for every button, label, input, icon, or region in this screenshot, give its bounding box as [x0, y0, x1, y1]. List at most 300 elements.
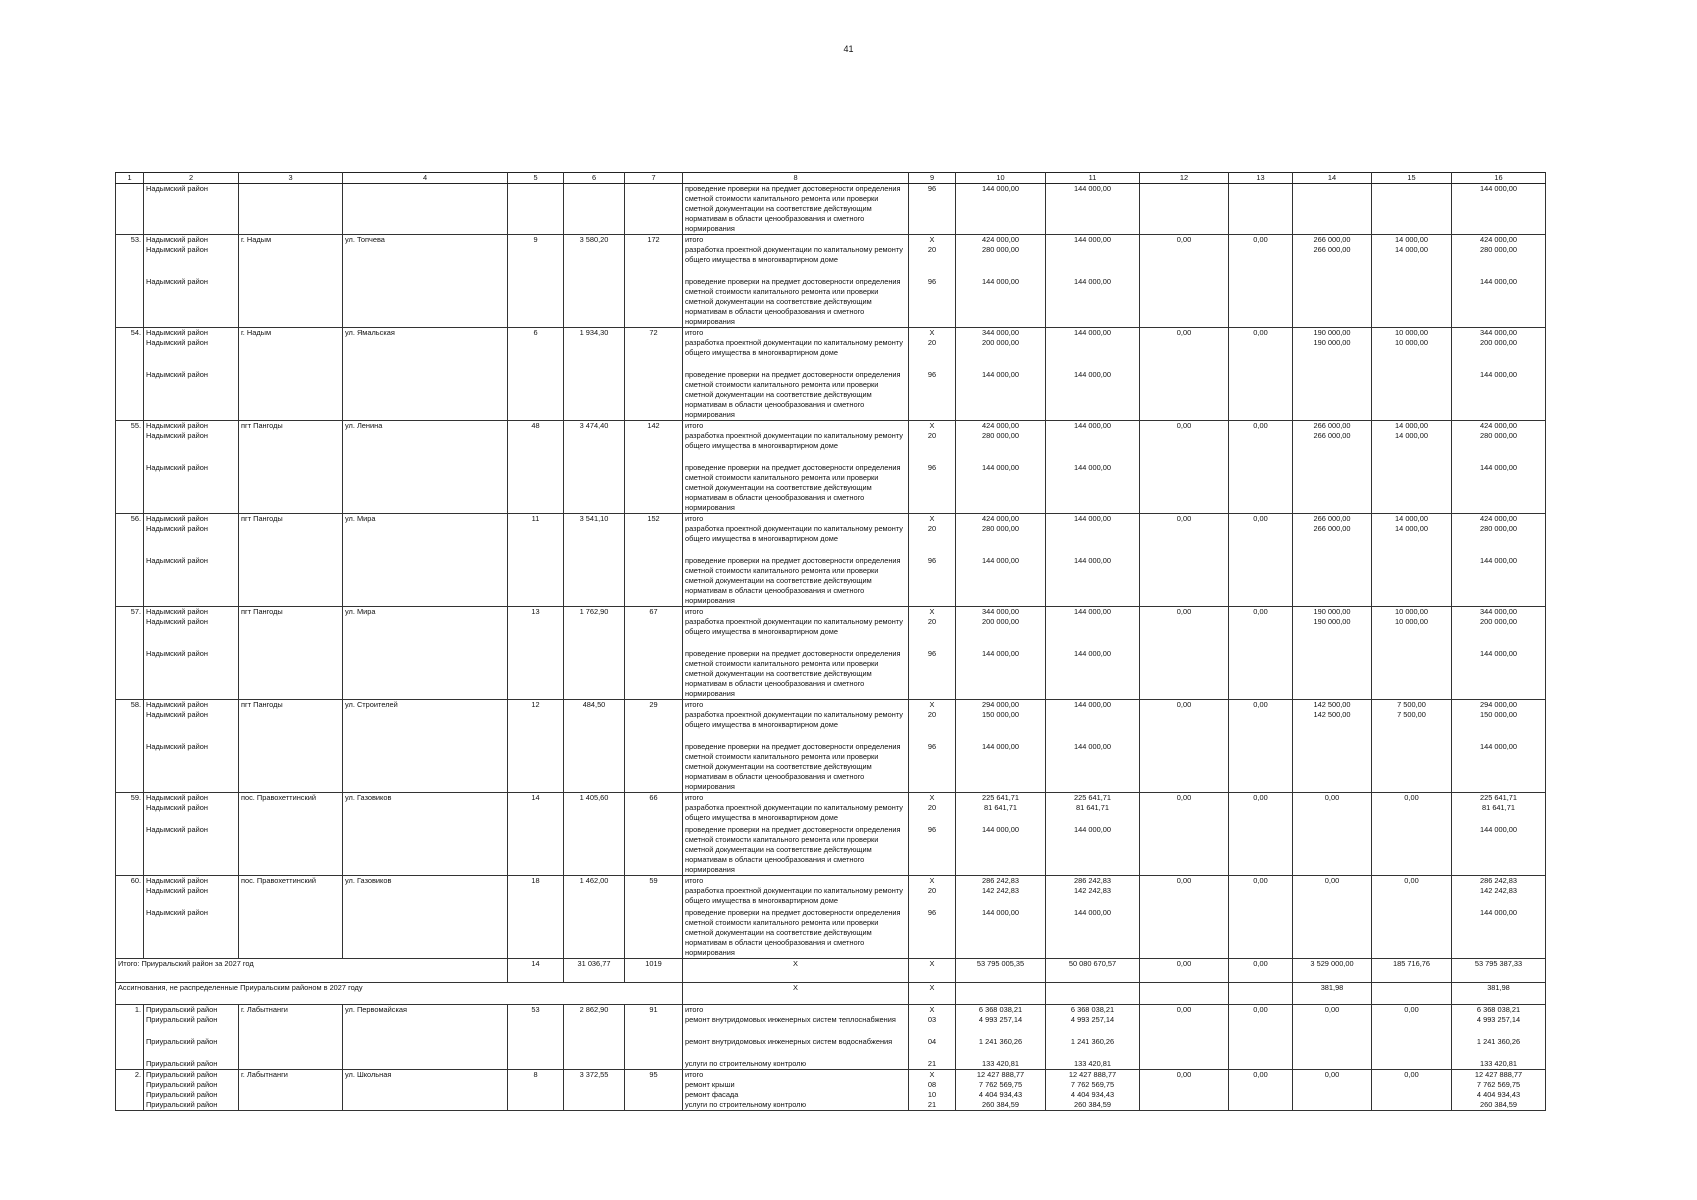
- table-cell-col-15: [1372, 1090, 1452, 1100]
- table-cell-col-13: [1229, 370, 1293, 421]
- table-cell-col-2: Надымский район: [144, 700, 239, 711]
- summary-cell: 0,00: [1140, 959, 1229, 983]
- table-cell-col-6: [564, 556, 625, 607]
- table-cell-col-16: 225 641,71: [1452, 793, 1546, 804]
- table-cell-col-10: 200 000,00: [956, 338, 1046, 370]
- table-cell-col-9: 21: [909, 1100, 956, 1111]
- table-cell-col-7: [625, 184, 683, 235]
- table-cell-col-10: 4 993 257,14: [956, 1015, 1046, 1037]
- column-number-cell: 5: [508, 173, 564, 184]
- summary-label: Итого: Приуральский район за 2027 год: [116, 959, 508, 983]
- table-cell-col-7: [625, 1080, 683, 1090]
- table-cell-col-4: ул. Газовиков: [343, 793, 508, 804]
- summary-cell: Х: [909, 959, 956, 983]
- table-cell-col-13: 0,00: [1229, 793, 1293, 804]
- object-total-row: [116, 700, 1546, 711]
- column-number-cell: 15: [1372, 173, 1452, 184]
- table-cell-col-1: [116, 1015, 144, 1037]
- table-cell-col-16: 144 000,00: [1452, 742, 1546, 793]
- table-cell-col-13: [1229, 338, 1293, 370]
- table-cell-col-6: 3 541,10: [564, 514, 625, 525]
- table-cell-col-5: [508, 245, 564, 277]
- table-cell-col-5: [508, 431, 564, 463]
- table-cell-col-15: [1372, 463, 1452, 514]
- table-cell-col-5: [508, 710, 564, 742]
- summary-cell: 3 529 000,00: [1293, 959, 1372, 983]
- table-cell-col-3: [239, 370, 343, 421]
- table-cell-col-1: [116, 710, 144, 742]
- table-cell-col-15: [1372, 277, 1452, 328]
- table-cell-col-12: [1140, 277, 1229, 328]
- table-cell-col-1: [116, 184, 144, 235]
- table-cell-col-11: 260 384,59: [1046, 1100, 1140, 1111]
- table-cell-col-2: Приуральский район: [144, 1015, 239, 1037]
- table-cell-col-11: 144 000,00: [1046, 908, 1140, 959]
- table-cell-col-2: Надымский район: [144, 876, 239, 887]
- table-cell-col-16: 6 368 038,21: [1452, 1005, 1546, 1016]
- column-number-cell: 8: [683, 173, 909, 184]
- table-cell-col-13: 0,00: [1229, 1070, 1293, 1081]
- table-cell-col-2: Надымский район: [144, 235, 239, 246]
- table-cell-col-4: [343, 886, 508, 908]
- table-cell-col-9: Х: [909, 328, 956, 339]
- table-cell-col-3: пгт Пангоды: [239, 700, 343, 711]
- table-cell-col-13: 0,00: [1229, 1005, 1293, 1016]
- table-cell-col-5: 14: [508, 793, 564, 804]
- table-cell-col-12: [1140, 431, 1229, 463]
- table-cell-col-15: [1372, 825, 1452, 876]
- table-cell-col-7: 172: [625, 235, 683, 246]
- table-cell-col-10: 133 420,81: [956, 1059, 1046, 1070]
- table-cell-col-12: 0,00: [1140, 235, 1229, 246]
- table-cell-col-13: [1229, 431, 1293, 463]
- column-number-cell: 9: [909, 173, 956, 184]
- table-cell-col-4: [343, 277, 508, 328]
- table-cell-col-10: 280 000,00: [956, 245, 1046, 277]
- table-cell-col-3: [239, 1100, 343, 1111]
- table-cell-col-3: [239, 1090, 343, 1100]
- table-cell-col-6: [564, 1090, 625, 1100]
- table-cell-col-16: 144 000,00: [1452, 277, 1546, 328]
- table-cell-col-5: 11: [508, 514, 564, 525]
- table-cell-col-1: [116, 908, 144, 959]
- table-cell-col-6: [564, 742, 625, 793]
- table-cell-col-9: 20: [909, 524, 956, 556]
- table-cell-col-2: Приуральский район: [144, 1080, 239, 1090]
- table-cell-col-2: Надымский район: [144, 338, 239, 370]
- column-number-cell: 3: [239, 173, 343, 184]
- table-cell-col-15: [1372, 556, 1452, 607]
- table-cell-col-12: 0,00: [1140, 607, 1229, 618]
- table-cell-col-6: [564, 1037, 625, 1059]
- table-cell-col-4: [343, 431, 508, 463]
- table-cell-col-10: 344 000,00: [956, 328, 1046, 339]
- table-cell-col-7: 91: [625, 1005, 683, 1016]
- table-cell-col-14: [1293, 803, 1372, 825]
- table-cell-col-13: [1229, 649, 1293, 700]
- table-cell-col-10: 4 404 934,43: [956, 1090, 1046, 1100]
- table-cell-col-14: [1293, 370, 1372, 421]
- summary-cell: 50 080 670,57: [1046, 959, 1140, 983]
- table-cell-col-15: [1372, 1037, 1452, 1059]
- table-cell-col-11: [1046, 431, 1140, 463]
- table-cell-col-16: 144 000,00: [1452, 825, 1546, 876]
- table-cell-col-8: проведение проверки на предмет достоверности определения сметной стоимости капитального ремонта или проверки сметной документации на соответствие действующим нормативам в области ценообразования и сметного нормирования: [683, 556, 909, 607]
- table-cell-col-2: Приуральский район: [144, 1070, 239, 1081]
- table-cell-col-11: 144 000,00: [1046, 514, 1140, 525]
- table-cell-col-6: [564, 338, 625, 370]
- table-cell-col-3: пос. Правохеттинский: [239, 793, 343, 804]
- table-cell-col-7: 29: [625, 700, 683, 711]
- table-cell-col-9: Х: [909, 1070, 956, 1081]
- table-cell-col-13: [1229, 524, 1293, 556]
- table-cell-col-12: 0,00: [1140, 1070, 1229, 1081]
- table-cell-col-16: 344 000,00: [1452, 607, 1546, 618]
- table-cell-col-6: 3 372,55: [564, 1070, 625, 1081]
- column-number-cell: 6: [564, 173, 625, 184]
- table-cell-col-6: 1 762,90: [564, 607, 625, 618]
- table-cell-col-6: [564, 524, 625, 556]
- table-cell-col-8: ремонт крыши: [683, 1080, 909, 1090]
- table-cell-col-11: [1046, 338, 1140, 370]
- table-cell-col-4: ул. Газовиков: [343, 876, 508, 887]
- table-cell-col-16: 142 242,83: [1452, 886, 1546, 908]
- table-cell-col-7: 95: [625, 1070, 683, 1081]
- table-cell-col-4: [343, 370, 508, 421]
- table-cell-col-10: 424 000,00: [956, 421, 1046, 432]
- table-cell-col-1: [116, 1037, 144, 1059]
- table-cell-col-11: 4 993 257,14: [1046, 1015, 1140, 1037]
- table-cell-col-4: ул. Топчева: [343, 235, 508, 246]
- table-cell-col-13: [1229, 742, 1293, 793]
- table-cell-col-4: [343, 1037, 508, 1059]
- table-cell-col-14: 0,00: [1293, 876, 1372, 887]
- table-cell-col-6: [564, 710, 625, 742]
- table-cell-col-1: 54.: [116, 328, 144, 339]
- table-cell-col-14: [1293, 1090, 1372, 1100]
- table-cell-col-3: [239, 617, 343, 649]
- table-cell-col-6: [564, 277, 625, 328]
- table-cell-col-7: 59: [625, 876, 683, 887]
- work-item-row: [116, 524, 1546, 556]
- table-cell-col-9: Х: [909, 876, 956, 887]
- table-cell-col-8: ремонт фасада: [683, 1090, 909, 1100]
- table-cell-col-15: 0,00: [1372, 1070, 1452, 1081]
- table-cell-col-3: пгт Пангоды: [239, 607, 343, 618]
- table-cell-col-5: [508, 742, 564, 793]
- table-cell-col-2: Надымский район: [144, 431, 239, 463]
- object-total-row: [116, 793, 1546, 804]
- table-cell-col-9: 04: [909, 1037, 956, 1059]
- table-cell-col-16: 260 384,59: [1452, 1100, 1546, 1111]
- table-cell-col-8: разработка проектной документации по капитальному ремонту общего имущества в многоквартирном доме: [683, 886, 909, 908]
- table-cell-col-3: [239, 245, 343, 277]
- table-cell-col-1: 1.: [116, 1005, 144, 1016]
- table-cell-col-1: 2.: [116, 1070, 144, 1081]
- summary-cell: 53 795 005,35: [956, 959, 1046, 983]
- table-cell-col-6: 2 862,90: [564, 1005, 625, 1016]
- table-cell-col-8: проведение проверки на предмет достоверности определения сметной стоимости капитального ремонта или проверки сметной документации на соответствие действующим нормативам в области ценообразования и сметного нормирования: [683, 277, 909, 328]
- table-cell-col-16: 200 000,00: [1452, 617, 1546, 649]
- table-cell-col-2: Надымский район: [144, 556, 239, 607]
- table-cell-col-11: 286 242,83: [1046, 876, 1140, 887]
- table-cell-col-15: 7 500,00: [1372, 700, 1452, 711]
- summary-cell: 185 716,76: [1372, 959, 1452, 983]
- table-cell-col-6: [564, 184, 625, 235]
- table-cell-col-7: [625, 710, 683, 742]
- table-cell-col-1: [116, 245, 144, 277]
- table-cell-col-14: [1293, 908, 1372, 959]
- table-cell-col-14: 0,00: [1293, 1005, 1372, 1016]
- table-cell-col-6: [564, 370, 625, 421]
- table-cell-col-2: Приуральский район: [144, 1037, 239, 1059]
- page-number: 41: [843, 44, 854, 54]
- table-cell-col-7: [625, 825, 683, 876]
- table-cell-col-4: [343, 1090, 508, 1100]
- table-cell-col-7: [625, 463, 683, 514]
- repair-schedule-table: [115, 172, 1546, 1111]
- table-cell-col-16: 1 241 360,26: [1452, 1037, 1546, 1059]
- table-cell-col-11: 1 241 360,26: [1046, 1037, 1140, 1059]
- table-cell-col-15: 14 000,00: [1372, 524, 1452, 556]
- table-cell-col-11: 144 000,00: [1046, 184, 1140, 235]
- table-cell-col-10: 280 000,00: [956, 431, 1046, 463]
- table-cell-col-15: [1372, 370, 1452, 421]
- table-cell-col-8: разработка проектной документации по капитальному ремонту общего имущества в многоквартирном доме: [683, 431, 909, 463]
- table-cell-col-14: [1293, 1100, 1372, 1111]
- object-total-row: [116, 514, 1546, 525]
- table-cell-col-13: [1229, 1015, 1293, 1037]
- table-cell-col-1: 53.: [116, 235, 144, 246]
- table-cell-col-4: ул. Первомайская: [343, 1005, 508, 1016]
- table-cell-col-16: 4 993 257,14: [1452, 1015, 1546, 1037]
- table-cell-col-3: [239, 649, 343, 700]
- table-cell-col-1: 59.: [116, 793, 144, 804]
- table-cell-col-9: 03: [909, 1015, 956, 1037]
- table-cell-col-4: [343, 1080, 508, 1090]
- table-cell-col-4: [343, 803, 508, 825]
- table-cell-col-11: 7 762 569,75: [1046, 1080, 1140, 1090]
- table-cell-col-14: 142 500,00: [1293, 700, 1372, 711]
- table-cell-col-15: 14 000,00: [1372, 514, 1452, 525]
- work-item-row: [116, 245, 1546, 277]
- table-cell-col-5: [508, 277, 564, 328]
- table-cell-col-16: 150 000,00: [1452, 710, 1546, 742]
- table-cell-col-8: итого: [683, 607, 909, 618]
- summary-cell: 1019: [625, 959, 683, 983]
- table-cell-col-11: 144 000,00: [1046, 328, 1140, 339]
- table-cell-col-14: [1293, 463, 1372, 514]
- table-cell-col-9: 96: [909, 556, 956, 607]
- table-cell-col-2: Надымский район: [144, 607, 239, 618]
- table-cell-col-1: [116, 825, 144, 876]
- table-cell-col-9: 10: [909, 1090, 956, 1100]
- table-cell-col-2: Надымский район: [144, 649, 239, 700]
- table-cell-col-14: 190 000,00: [1293, 617, 1372, 649]
- table-cell-col-9: 96: [909, 649, 956, 700]
- table-cell-col-13: [1229, 1080, 1293, 1090]
- table-cell-col-3: [239, 825, 343, 876]
- table-cell-col-1: [116, 370, 144, 421]
- table-cell-col-3: [239, 908, 343, 959]
- table-cell-col-8: разработка проектной документации по капитальному ремонту общего имущества в многоквартирном доме: [683, 245, 909, 277]
- table-cell-col-10: 260 384,59: [956, 1100, 1046, 1111]
- table-cell-col-6: 1 405,60: [564, 793, 625, 804]
- table-cell-col-16: 294 000,00: [1452, 700, 1546, 711]
- table-cell-col-4: ул. Строителей: [343, 700, 508, 711]
- table-cell-col-11: 144 000,00: [1046, 277, 1140, 328]
- table-cell-col-12: [1140, 463, 1229, 514]
- table-cell-col-4: [343, 649, 508, 700]
- table-cell-col-10: 81 641,71: [956, 803, 1046, 825]
- table-cell-col-1: 55.: [116, 421, 144, 432]
- column-number-header: [116, 173, 1546, 184]
- table-cell-col-4: [343, 463, 508, 514]
- table-cell-col-5: [508, 617, 564, 649]
- table-cell-col-5: [508, 370, 564, 421]
- table-cell-col-11: 144 000,00: [1046, 649, 1140, 700]
- table-cell-col-2: Приуральский район: [144, 1100, 239, 1111]
- table-cell-col-8: разработка проектной документации по капитальному ремонту общего имущества в многоквартирном доме: [683, 338, 909, 370]
- table-cell-col-5: [508, 649, 564, 700]
- work-item-row: [116, 338, 1546, 370]
- table-cell-col-16: 424 000,00: [1452, 235, 1546, 246]
- table-cell-col-1: [116, 277, 144, 328]
- table-cell-col-16: 144 000,00: [1452, 649, 1546, 700]
- table-cell-col-15: 10 000,00: [1372, 328, 1452, 339]
- table-cell-col-9: 20: [909, 617, 956, 649]
- work-item-row: [116, 649, 1546, 700]
- table-cell-col-1: 58.: [116, 700, 144, 711]
- table-cell-col-8: ремонт внутридомовых инженерных систем водоснабжения: [683, 1037, 909, 1059]
- table-cell-col-3: [239, 742, 343, 793]
- table-cell-col-9: 20: [909, 803, 956, 825]
- table-cell-col-12: [1140, 710, 1229, 742]
- table-cell-col-9: 20: [909, 710, 956, 742]
- table-cell-col-16: 200 000,00: [1452, 338, 1546, 370]
- table-cell-col-12: [1140, 617, 1229, 649]
- table-cell-col-16: 344 000,00: [1452, 328, 1546, 339]
- summary-row: [116, 959, 1546, 983]
- table-cell-col-2: Надымский район: [144, 421, 239, 432]
- table-cell-col-4: [343, 245, 508, 277]
- table-cell-col-11: 144 000,00: [1046, 556, 1140, 607]
- work-item-row: [116, 1059, 1546, 1070]
- table-cell-col-10: 144 000,00: [956, 370, 1046, 421]
- table-cell-col-15: [1372, 1015, 1452, 1037]
- table-cell-col-6: 3 580,20: [564, 235, 625, 246]
- table-cell-col-7: [625, 524, 683, 556]
- table-cell-col-12: [1140, 649, 1229, 700]
- table-cell-col-11: [1046, 524, 1140, 556]
- table-cell-col-6: [564, 617, 625, 649]
- allocation-row: [116, 983, 1546, 1005]
- table-cell-col-9: 96: [909, 825, 956, 876]
- column-number-cell: 13: [1229, 173, 1293, 184]
- table-cell-col-3: [239, 431, 343, 463]
- table-cell-col-12: 0,00: [1140, 514, 1229, 525]
- table-cell-col-11: 144 000,00: [1046, 421, 1140, 432]
- table-cell-col-16: 144 000,00: [1452, 370, 1546, 421]
- table-cell-col-2: Надымский район: [144, 245, 239, 277]
- object-total-row: [116, 421, 1546, 432]
- table-cell-col-11: 225 641,71: [1046, 793, 1140, 804]
- object-total-row: [116, 607, 1546, 618]
- allocation-label: Ассигнования, не распределенные Приуральским районом в 2027 году: [116, 983, 683, 1005]
- table-cell-col-6: [564, 245, 625, 277]
- table-cell-col-3: [239, 1037, 343, 1059]
- table-cell-col-10: 225 641,71: [956, 793, 1046, 804]
- column-number-cell: 14: [1293, 173, 1372, 184]
- work-item-row: [116, 886, 1546, 908]
- table-cell-col-1: 56.: [116, 514, 144, 525]
- table-cell-col-8: разработка проектной документации по капитальному ремонту общего имущества в многоквартирном доме: [683, 617, 909, 649]
- table-cell-col-2: Надымский район: [144, 742, 239, 793]
- table-cell-col-1: 60.: [116, 876, 144, 887]
- table-cell-col-14: [1293, 1037, 1372, 1059]
- table-cell-col-6: 484,50: [564, 700, 625, 711]
- table-cell-col-13: [1229, 1037, 1293, 1059]
- table-cell-col-11: 6 368 038,21: [1046, 1005, 1140, 1016]
- table-cell-col-1: [116, 524, 144, 556]
- column-number-cell: 1: [116, 173, 144, 184]
- table-cell-col-8: ремонт внутридомовых инженерных систем теплоснабжения: [683, 1015, 909, 1037]
- table-cell-col-5: [508, 556, 564, 607]
- table-cell-col-9: Х: [909, 514, 956, 525]
- table-cell-col-11: 144 000,00: [1046, 370, 1140, 421]
- table-cell-col-7: [625, 742, 683, 793]
- table-cell-col-1: 57.: [116, 607, 144, 618]
- table-cell-col-11: 144 000,00: [1046, 463, 1140, 514]
- table-cell-col-7: [625, 370, 683, 421]
- table-cell-col-10: 286 242,83: [956, 876, 1046, 887]
- table-cell-col-5: 8: [508, 1070, 564, 1081]
- object-total-row: [116, 1070, 1546, 1081]
- table-cell-col-11: 144 000,00: [1046, 235, 1140, 246]
- allocation-cell: [1140, 983, 1229, 1005]
- table-cell-col-4: [343, 742, 508, 793]
- work-item-row: [116, 431, 1546, 463]
- table-cell-col-8: итого: [683, 1070, 909, 1081]
- table-cell-col-2: Надымский район: [144, 908, 239, 959]
- table-cell-col-14: [1293, 1059, 1372, 1070]
- table-cell-col-13: [1229, 463, 1293, 514]
- table-cell-col-4: [343, 1015, 508, 1037]
- table-cell-col-7: [625, 338, 683, 370]
- table-cell-col-12: [1140, 908, 1229, 959]
- table-cell-col-12: 0,00: [1140, 793, 1229, 804]
- table-cell-col-1: [116, 1080, 144, 1090]
- table-cell-col-7: [625, 1015, 683, 1037]
- table-cell-col-7: [625, 556, 683, 607]
- work-item-row: [116, 742, 1546, 793]
- table-cell-col-13: [1229, 886, 1293, 908]
- table-cell-col-13: 0,00: [1229, 700, 1293, 711]
- table-cell-col-15: 7 500,00: [1372, 710, 1452, 742]
- table-cell-col-10: 144 000,00: [956, 277, 1046, 328]
- table-cell-col-9: 21: [909, 1059, 956, 1070]
- table-cell-col-3: [239, 1080, 343, 1090]
- table-cell-col-14: 190 000,00: [1293, 338, 1372, 370]
- table-cell-col-12: [1140, 370, 1229, 421]
- table-cell-col-4: [343, 556, 508, 607]
- table-cell-col-11: 81 641,71: [1046, 803, 1140, 825]
- table-cell-col-9: 96: [909, 277, 956, 328]
- table-cell-col-10: 144 000,00: [956, 825, 1046, 876]
- table-cell-col-1: [116, 886, 144, 908]
- table-cell-col-2: Приуральский район: [144, 1059, 239, 1070]
- table-cell-col-7: 67: [625, 607, 683, 618]
